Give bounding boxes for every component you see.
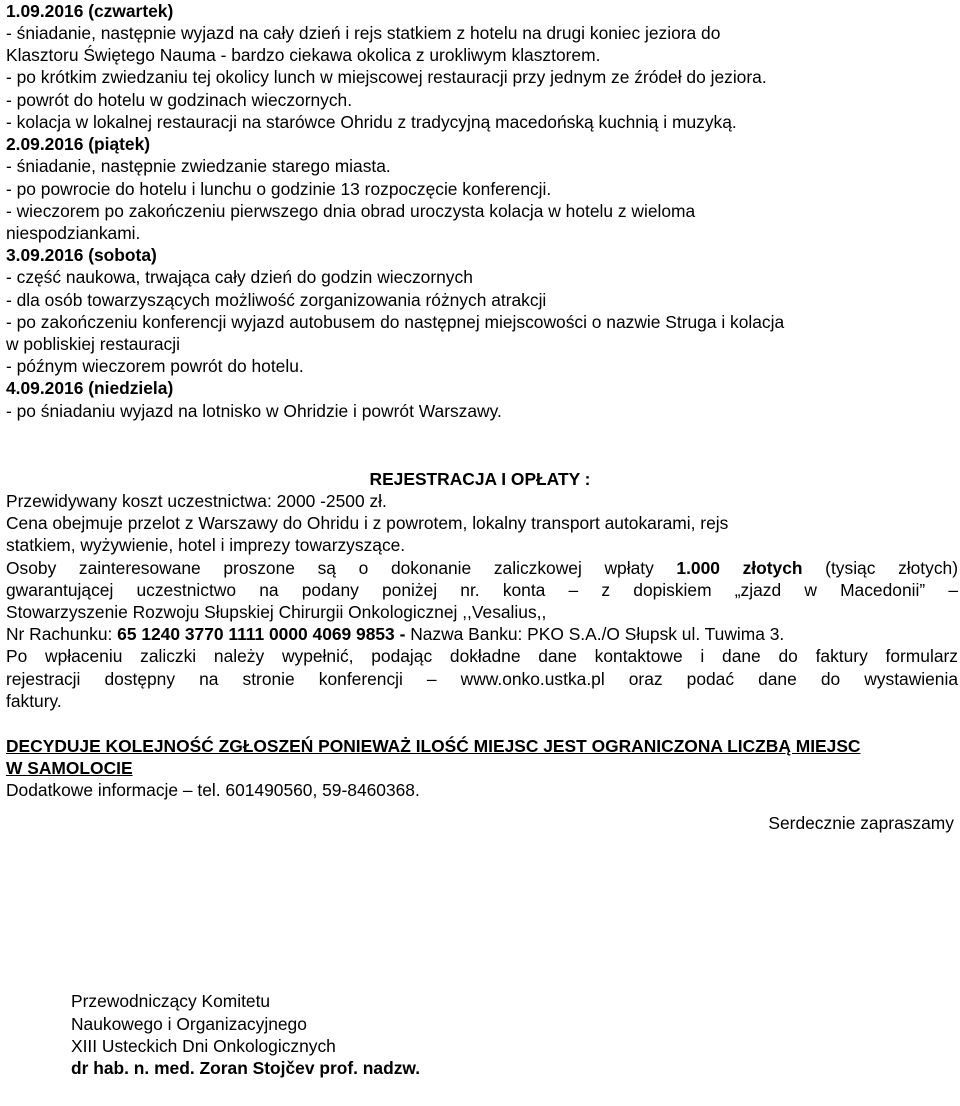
after-payment-line-2: rejestracji dostępny na stronie konferencji – www.onko.ustka.pl oraz podać dane do wystawienia [6,669,958,689]
day3-line-4: w pobliskiej restauracji [6,334,180,354]
day1-line-1: - śniadanie, następnie wyjazd na cały dzień i rejs statkiem z hotelu na drugi koniec jeziora do [6,23,721,43]
day2-line-4: niespodziankami. [6,223,141,243]
registration-includes-1: Cena obejmuje przelot z Warszawy do Ohridu i z powrotem, lokalny transport autokarami, rejs [6,513,729,533]
deposit-line-3: Stowarzyszenie Rozwoju Słupskiej Chirurgii Onkologicznej ,,Vesalius,, [6,602,547,622]
bank-name: Nazwa Banku: PKO S.A./O Słupsk ul. Tuwima 3. [405,624,785,644]
signature-line-1: Przewodniczący Komitetu [71,991,271,1011]
day3-line-5: - późnym wieczorem powrót do hotelu. [6,356,304,376]
deposit-line-1 [6,557,958,579]
day2-line-1: - śniadanie, następnie zwiedzanie starego miasta. [6,156,391,176]
day2-heading: 2.09.2016 (piątek) [6,134,151,154]
registration-title: REJESTRACJA I OPŁATY : [369,469,591,489]
day1-line-5: - kolacja w lokalnej restauracji na starówce Ohridu z tradycyjną macedońską kuchnią i muzyką. [6,112,737,132]
after-payment-line-3: faktury. [6,691,62,711]
day2-line-2: - po powrocie do hotelu i lunchu o godzinie 13 rozpoczęcie konferencji. [6,179,552,199]
day1-heading: 1.09.2016 (czwartek) [6,1,174,21]
day1-line-4: - powrót do hotelu w godzinach wieczornych. [6,90,353,110]
account-line [6,623,784,645]
deposit-text-b: (tysiąc złotych) [802,558,958,578]
day4-line-1: - po śniadaniu wyjazd na lotnisko w Ohridzie i powrót Warszawy. [6,401,502,421]
day3-line-2: - dla osób towarzyszących możliwość zorganizowania różnych atrakcji [6,290,547,310]
day3-line-1: - część naukowa, trwająca cały dzień do godzin wieczornych [6,267,473,287]
signature-line-2: Naukowego i Organizacyjnego [71,1014,307,1034]
notice-line-2: W SAMOLOCIE [6,758,133,778]
day4-heading: 4.09.2016 (niedziela) [6,378,174,398]
day3-line-3: - po zakończeniu konferencji wyjazd autobusem do następnej miejscowości o nazwie Struga i kolacja [6,312,785,332]
deposit-text-a: Osoby zainteresowane proszone są o dokonanie zaliczkowej wpłaty [6,558,677,578]
after-payment-line-1: Po wpłaceniu zaliczki należy wypełnić, podając dokładne dane kontaktowe i dane do faktury formularz [6,646,958,666]
day1-line-2: Klasztoru Świętego Nauma - bardzo ciekawa okolica z urokliwym klasztorem. [6,45,601,65]
deposit-line-2: gwarantującej uczestnictwo na podany poniżej nr. konta – z dopiskiem „zjazd w Macedonii” – [6,580,958,600]
signature-name: dr hab. n. med. Zoran Stojčev prof. nadzw. [71,1058,421,1078]
closing-greeting: Serdecznie zapraszamy [768,813,954,833]
registration-cost: Przewidywany koszt uczestnictwa: 2000 -2500 zł. [6,491,387,511]
contact-info: Dodatkowe informacje – tel. 601490560, 59-8460368. [6,780,420,800]
signature-line-3: XIII Usteckich Dni Onkologicznych [71,1036,336,1056]
day2-line-3: - wieczorem po zakończeniu pierwszego dnia obrad uroczysta kolacja w hotelu z wieloma [6,201,696,221]
day3-heading: 3.09.2016 (sobota) [6,245,157,265]
day1-line-3: - po krótkim zwiedzaniu tej okolicy lunch w miejscowej restauracji przy jednym ze źródeł do jeziora. [6,67,767,87]
account-label: Nr Rachunku: [6,624,118,644]
registration-includes-2: statkiem, wyżywienie, hotel i imprezy towarzyszące. [6,535,406,555]
deposit-amount: 1.000 złotych [676,558,803,578]
notice-line-1: DECYDUJE KOLEJNOŚĆ ZGŁOSZEŃ PONIEWAŻ ILOŚĆ MIEJSC JEST OGRANICZONA LICZBĄ MIEJSC [6,736,861,756]
account-number: 65 1240 3770 1111 0000 4069 9853 - [117,624,406,644]
